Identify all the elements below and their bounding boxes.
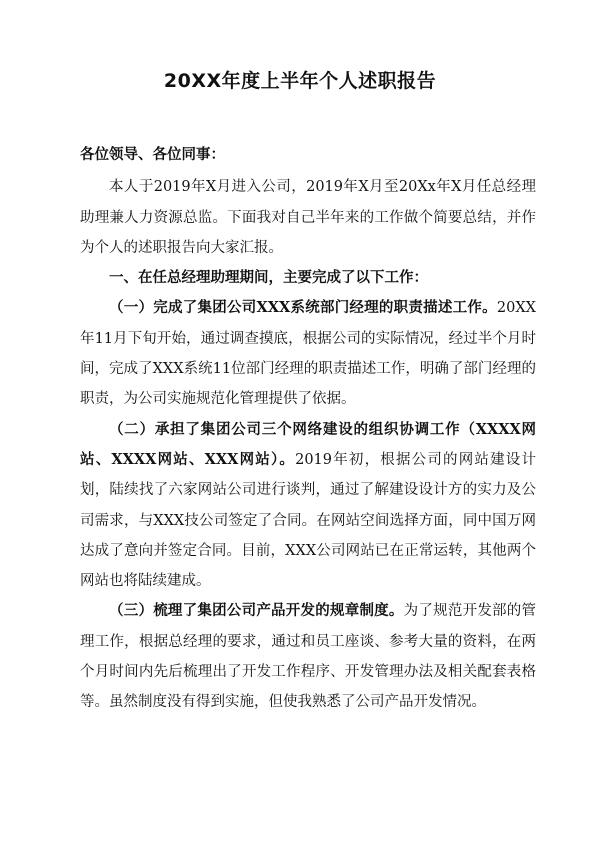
item-heading-1: （一）完成了集团公司XXX系统部门经理的职责描述工作。 xyxy=(109,299,497,317)
document-body xyxy=(80,140,536,718)
item-heading-2: （二）承担了集团公司三个网络建设的组织协调工作（XXXX网站、XXXX网站、XXX网站）。 xyxy=(80,420,536,468)
item-paragraph-3 xyxy=(80,596,536,717)
item-heading-3: （三）梳理了集团公司产品开发的规章制度。 xyxy=(109,602,404,620)
salutation: 各位领导、各位同事： xyxy=(80,146,225,163)
item-body-1: 20XX年11月下旬开始，通过调查摸底，根据公司的实际情况，经过半个月时间，完成了XXX系统11位部门经理的职责描述工作，明确了部门经理的职责，为公司实施规范化管理提供了依据。 xyxy=(80,300,536,408)
item-paragraph-1 xyxy=(80,293,536,414)
item-paragraph-2 xyxy=(80,415,536,597)
item-body-2: 2019年初，根据公司的网站建设计划，陆续找了六家网站公司进行谈判，通过了解建设设计方的实力及公司需求，与XXX技公司签定了合同。在网站空间选择方面，同中国万网达成了意向并签定合同。目前，XXX公司网站已在正常运转，其他两个网站也将陆续建成。 xyxy=(80,451,536,590)
document-title: 20XX年度上半年个人述职报告 xyxy=(163,70,437,92)
item-body-3: 为了规范开发部的管理工作，根据总经理的要求，通过和员工座谈、参考大量的资料，在两个月时间内先后梳理出了开发工作程序、开发管理办法及相关配套表格等。虽然制度没有得到实施，但使我熟悉了公司产品开发情况。 xyxy=(80,603,537,711)
intro-paragraph: 本人于2019年X月进入公司，2019年X月至20Xx年X月任总经理助理兼人力资源总监。下面我对自己半年来的工作做个简要总结，并作为个人的述职报告向大家汇报。 xyxy=(80,179,536,256)
section-heading: 一、在任总经理助理期间，主要完成了以下工作： xyxy=(109,270,428,287)
